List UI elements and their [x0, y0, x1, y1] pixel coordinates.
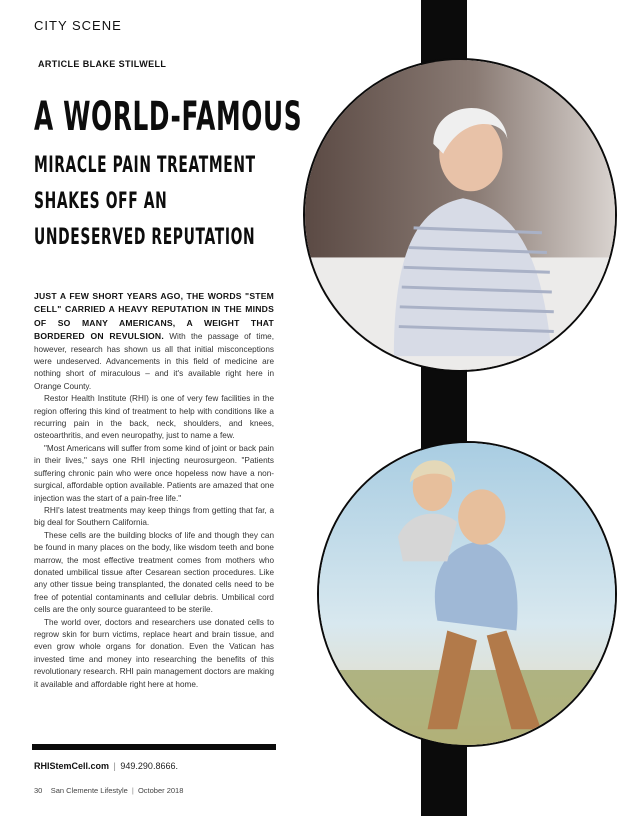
headline-line-1: A WORLD-FAMOUS	[34, 94, 303, 140]
paragraph-3: "Most Americans will suffer from some kind of joint or back pain in their lives," says one RHI injecting neurosurgeon. "Patients suffering chronic pain who were once hopeless now have a non-surgical, affordable option available. Patients are amazed that one injection was the start of a pain-free life."	[34, 443, 274, 503]
publication-name: San Clemente Lifestyle	[50, 786, 128, 795]
article-byline: ARTICLE BLAKE STILWELL	[38, 59, 167, 69]
phone-number: 949.290.8666.	[120, 761, 178, 771]
contact-line	[34, 761, 178, 771]
headline-line-4: UNDESERVED REPUTATION	[34, 225, 256, 250]
article-body	[34, 290, 274, 691]
paragraph-5: These cells are the building blocks of life and though they can be found in many places on the body, like wisdom teeth and bone marrow, the most effective treatment comes from mothers who donated umbilical tissue after Cesarean section procedures. Like any other tissue being transplanted, the donated cells need to be free of potential contaminants and cellular debris. Umbilical cord cells are the only source guaranteed to be sterile.	[34, 530, 274, 615]
photo-woman-back-pain	[303, 58, 617, 372]
photo-couple-piggyback	[317, 441, 617, 747]
website-link[interactable]: RHIStemCell.com	[34, 761, 110, 771]
lead-rest: With the passage of time, however, research has shown us all that initial misconceptions were undeserved. Advancements in this field of medicine are nothing short of miraculous – and it's available right here in Orange County.	[34, 332, 274, 391]
headline-line-2: MIRACLE PAIN TREATMENT	[34, 153, 256, 178]
issue-date: October 2018	[137, 786, 184, 795]
paragraph-4: RHI's latest treatments may keep things from getting that far, a big deal for Southern California.	[34, 505, 274, 528]
contact-separator: |	[113, 761, 116, 771]
paragraph-6: The world over, doctors and researchers use donated cells to regrow skin for burn victims, replace heart and brain tissue, and even grow whole organs for donation. Even the Vatican has invested time and money into researching the benefits of this revolutionary research. RHI pain management doctors are making it available and affordable right here at home.	[34, 617, 274, 689]
headline-line-3: SHAKES OFF AN	[34, 189, 168, 214]
section-label: CITY SCENE	[34, 18, 122, 33]
paragraph-2: Restor Health Institute (RHI) is one of very few facilities in the region offering this kind of treatment to help with conditions like a recurring pain in the back, neck, shoulders, and knees, osteoarthritis, and even neuropathy, just to name a few.	[34, 394, 274, 441]
page-number: 30	[34, 786, 43, 795]
lead-paragraph	[34, 290, 274, 393]
lead-caps: JUST A FEW SHORT YEARS AGO, THE WORDS "STEM CELL" CARRIED A HEAVY REPUTATION IN THE MINDS OF SO MANY AMERICANS, A WEIGHT THAT BORDERED ON REVULSION.	[34, 291, 274, 342]
footer-rule	[32, 744, 276, 750]
footer-separator: |	[131, 786, 134, 795]
page-footer	[34, 786, 183, 795]
headline	[34, 86, 303, 256]
